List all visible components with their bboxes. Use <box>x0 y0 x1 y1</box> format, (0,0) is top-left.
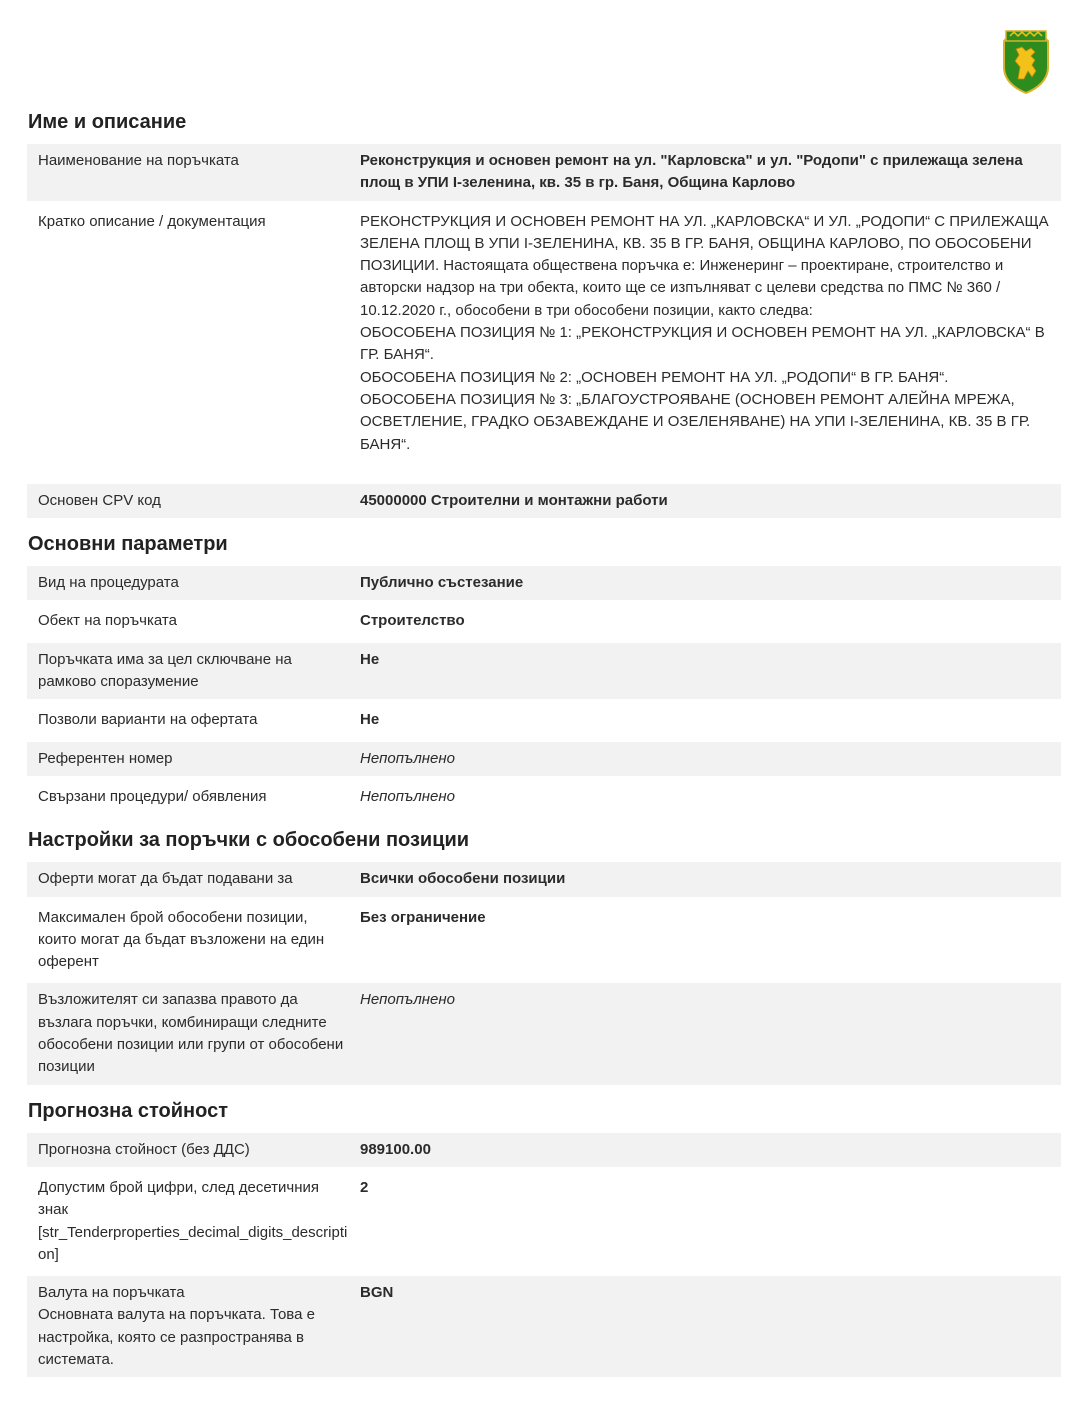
field-row <box>27 862 1061 896</box>
field-label: Валута на поръчката Основната валута на поръчката. Това е настройка, която се разпространява в системата. <box>38 1284 315 1368</box>
karlovo-coat-of-arms-icon <box>998 27 1054 95</box>
field-label: Оферти могат да бъдат подавани за <box>38 870 293 888</box>
field-label: Основен CPV код <box>38 491 161 509</box>
field-row <box>27 604 1061 638</box>
field-label: Референтен номер <box>38 749 173 767</box>
field-label: Възложителят си запазва правото да възлага поръчки, комбиниращи следните обособени позиции или групи от обособени позиции <box>38 991 344 1076</box>
section <box>27 100 1061 518</box>
field-row <box>27 983 1061 1084</box>
field-label: Максимален брой обособени позиции, които могат да бъдат възложени на един оферент <box>38 908 325 971</box>
field-row <box>27 703 1061 737</box>
field-row <box>27 1133 1061 1167</box>
field-label: Позволи варианти на офертата <box>38 711 258 729</box>
field-value: BGN <box>360 1284 394 1302</box>
tender-document <box>27 100 1061 1381</box>
field-value: Всички обособени позиции <box>360 870 566 888</box>
field-label: Свързани процедури/ обявления <box>38 787 267 805</box>
section-title: Основни параметри <box>28 533 228 556</box>
field-value: РЕКОНСТРУКЦИЯ И ОСНОВЕН РЕМОНТ НА УЛ. „КАРЛОВСКА“ И УЛ. „РОДОПИ“ С ПРИЛЕЖАЩА ЗЕЛЕНА ПЛОЩ В УПИ I-ЗЕЛЕНИНА, КВ. 35 В ГР. БАНЯ, ОБЩИНА КАРЛОВО, ПО ОБОСОБЕНИ ПОЗИЦИИ. Настоящата обществена поръчка е: Инженеринг – проектиране, строителство и авторски надзор на три обекта, които ще се изпълняват с целеви средства по ПМС № 360 / 10.12.2020 г., обособени в три обособени позиции, както следва: ОБОСОБЕНА ПОЗИЦИЯ № 1: „РЕКОНСТРУКЦИЯ И ОСНОВЕН РЕМОНТ НА УЛ. „КАРЛОВСКА“ В ГР. БАНЯ“. ОБОСОБЕНА ПОЗИЦИЯ № 2: „ОСНОВЕН РЕМОНТ НА УЛ. „РОДОПИ“ В ГР. БАНЯ“. ОБОСОБЕНА ПОЗИЦИЯ № 3: „БЛАГОУСТРОЯВАНЕ (ОСНОВЕН РЕМОНТ АЛЕЙНА МРЕЖА, ОСВЕТЛЕНИЕ, ГРАДКО ОБЗАВЕЖДАНЕ И ОЗЕЛЕНЯВАНЕ) НА УПИ I-ЗЕЛЕНИНА, КВ. 35 В ГР. БАНЯ“. <box>360 212 1049 453</box>
field-row <box>27 1276 1061 1377</box>
section <box>27 1089 1061 1378</box>
field-value: Реконструкция и основен ремонт на ул. "Карловска" и ул. "Родопи" с прилежаща зелена площ в УПИ I-зеленина, кв. 35 в гр. Баня, Община Карлово <box>360 152 1023 192</box>
field-label: Прогнозна стойност (без ДДС) <box>38 1140 250 1158</box>
field-value: 45000000 Строителни и монтажни работи <box>360 491 668 509</box>
field-label: Допустим брой цифри, след десетичния знак [str_Tenderproperties_decimal_digits_description] <box>38 1178 348 1263</box>
section <box>27 818 1061 1084</box>
field-row <box>27 566 1061 600</box>
section-title: Прогнозна стойност <box>28 1099 228 1122</box>
field-row <box>27 780 1061 814</box>
field-value: Строителство <box>360 612 465 630</box>
field-value: Непопълнено <box>360 749 455 767</box>
field-label: Наименование на поръчката <box>38 152 239 169</box>
logo <box>998 27 1054 95</box>
field-row <box>27 1171 1061 1272</box>
field-row <box>27 742 1061 776</box>
field-row <box>27 205 1061 480</box>
field-row <box>27 484 1061 518</box>
field-row <box>27 144 1061 201</box>
field-value: Публично състезание <box>360 574 524 592</box>
field-value: 2 <box>360 1178 369 1196</box>
field-value: 989100.00 <box>360 1140 431 1158</box>
field-label: Обект на поръчката <box>38 612 177 630</box>
section-title: Име и описание <box>28 111 187 133</box>
field-row <box>27 901 1061 980</box>
field-value: Не <box>360 650 380 668</box>
section-title: Настройки за поръчки с обособени позиции <box>28 829 470 852</box>
section <box>27 522 1061 814</box>
field-label: Вид на процедурата <box>38 574 179 592</box>
field-value: Непопълнено <box>360 787 455 805</box>
field-value: Не <box>360 711 380 729</box>
field-label: Кратко описание / документация <box>38 212 266 230</box>
field-value: Без ограничение <box>360 908 486 926</box>
field-value: Непопълнено <box>360 991 455 1009</box>
field-label: Поръчката има за цел сключване на рамково споразумение <box>38 650 292 691</box>
field-row <box>27 643 1061 700</box>
